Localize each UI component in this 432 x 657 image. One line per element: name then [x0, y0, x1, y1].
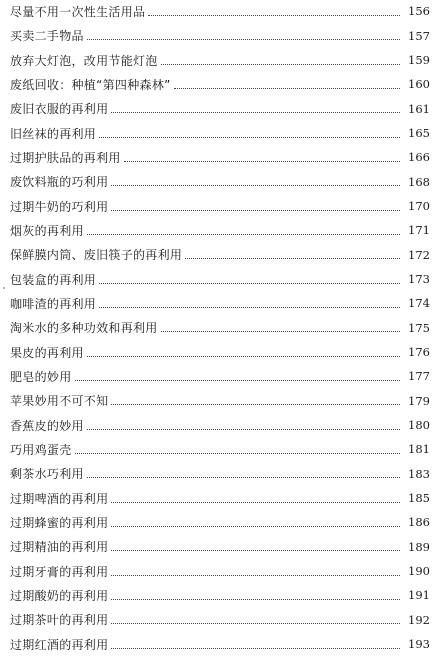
toc-entry	[10, 243, 430, 267]
dot-leader	[87, 428, 400, 430]
dot-leader	[111, 209, 400, 211]
dot-leader	[174, 87, 400, 89]
toc-entry-page: 175	[408, 320, 430, 335]
toc-entry-page: 157	[408, 28, 430, 43]
dot-leader	[161, 63, 400, 65]
toc-entry-page: 177	[408, 369, 430, 384]
toc-entry-title: 过期酸奶的再利用	[10, 590, 111, 602]
toc-entry-title: 废纸回收：种植“第四种森林”	[10, 79, 174, 91]
dot-leader	[111, 111, 400, 113]
dot-leader	[111, 574, 400, 576]
dot-leader	[99, 136, 400, 138]
toc-entry-page: 156	[408, 4, 430, 19]
dot-leader	[111, 622, 400, 624]
toc-entry-title: 包装盒的再利用	[10, 274, 99, 286]
toc-entry	[10, 219, 430, 243]
dot-leader	[111, 647, 400, 649]
dot-leader	[124, 160, 400, 162]
dot-leader	[111, 549, 400, 551]
toc-entry-title: 肥皂的妙用	[10, 371, 75, 383]
dot-leader	[87, 233, 400, 235]
toc-entry-page: 166	[408, 150, 430, 165]
toc-entry	[10, 292, 430, 316]
toc-entry	[10, 0, 430, 24]
toc-entry	[10, 584, 430, 608]
toc-entry-page: 189	[408, 539, 430, 554]
toc-entry	[10, 365, 430, 389]
toc-entry	[10, 73, 430, 97]
toc-entry-title: 过期护肤品的再利用	[10, 152, 124, 164]
table-of-contents	[10, 0, 430, 657]
toc-entry-title: 废饮料瓶的巧利用	[10, 176, 111, 188]
toc-entry-page: 186	[408, 515, 430, 530]
toc-entry-page: 161	[408, 101, 430, 116]
toc-entry-page: 165	[408, 126, 430, 141]
toc-entry	[10, 316, 430, 340]
toc-entry-page: 174	[408, 296, 430, 311]
toc-entry-title: 买卖二手物品	[10, 30, 87, 42]
toc-entry-title: 过期精油的再利用	[10, 541, 111, 553]
toc-entry	[10, 414, 430, 438]
dot-leader	[111, 525, 400, 527]
scan-speck	[3, 287, 5, 289]
toc-entry	[10, 633, 430, 657]
toc-entry-title: 巧用鸡蛋壳	[10, 444, 75, 456]
dot-leader	[87, 38, 400, 40]
toc-entry-title: 放弃大灯泡，改用节能灯泡	[10, 55, 161, 67]
toc-entry-title: 旧丝袜的再利用	[10, 128, 99, 140]
dot-leader	[75, 452, 400, 454]
toc-entry-title: 过期蜂蜜的再利用	[10, 517, 111, 529]
toc-entry-page: 181	[408, 442, 430, 457]
toc-entry	[10, 195, 430, 219]
dot-leader	[87, 355, 400, 357]
toc-entry	[10, 170, 430, 194]
toc-entry-page: 179	[408, 393, 430, 408]
toc-entry-title: 过期茶叶的再利用	[10, 614, 111, 626]
toc-entry-page: 191	[408, 588, 430, 603]
toc-entry-page: 170	[408, 199, 430, 214]
toc-entry	[10, 268, 430, 292]
dot-leader	[111, 501, 400, 503]
toc-entry-title: 废旧衣服的再利用	[10, 103, 111, 115]
toc-entry-page: 176	[408, 345, 430, 359]
toc-entry-title: 咖啡渣的再利用	[10, 298, 99, 310]
dot-leader	[99, 306, 400, 308]
toc-entry	[10, 535, 430, 559]
dot-leader	[99, 282, 400, 284]
toc-entry-page: 190	[408, 563, 430, 578]
toc-entry-title: 过期啤酒的再利用	[10, 493, 111, 505]
dot-leader	[111, 184, 400, 186]
toc-entry	[10, 608, 430, 632]
dot-leader	[111, 598, 400, 600]
toc-entry-title: 过期红酒的再利用	[10, 639, 111, 651]
toc-entry	[10, 97, 430, 121]
toc-entry-page: 173	[408, 272, 430, 287]
toc-entry	[10, 438, 430, 462]
toc-entry	[10, 487, 430, 511]
toc-entry	[10, 122, 430, 146]
toc-entry-page: 159	[408, 53, 430, 68]
toc-entry	[10, 341, 430, 365]
toc-entry	[10, 462, 430, 486]
toc-entry	[10, 146, 430, 170]
toc-entry	[10, 24, 430, 48]
toc-entry-page: 171	[408, 223, 430, 238]
toc-entry-page: 185	[408, 490, 430, 505]
toc-entry-page: 160	[408, 77, 430, 92]
dot-leader	[185, 257, 400, 259]
toc-entry-title: 剩茶水巧利用	[10, 468, 87, 480]
toc-entry-title: 淘米水的多种功效和再利用	[10, 322, 161, 334]
dot-leader	[87, 476, 400, 478]
toc-entry-title: 保鲜膜内筒、废旧筷子的再利用	[10, 249, 185, 261]
dot-leader	[75, 379, 400, 381]
dot-leader	[111, 403, 400, 405]
toc-entry-page: 180	[408, 417, 430, 432]
toc-entry-page: 168	[408, 174, 430, 189]
toc-entry-page: 193	[408, 636, 430, 651]
toc-entry-title: 苹果妙用不可不知	[10, 395, 111, 407]
toc-entry-page: 192	[408, 612, 430, 627]
toc-entry-title: 果皮的再利用	[10, 347, 87, 359]
toc-entry	[10, 389, 430, 413]
toc-entry	[10, 49, 430, 73]
toc-entry-title: 过期牛奶的巧利用	[10, 201, 111, 213]
dot-leader	[161, 330, 400, 332]
toc-entry-title: 过期牙膏的再利用	[10, 566, 111, 578]
toc-entry-page: 183	[408, 466, 430, 481]
toc-entry-page: 172	[408, 247, 430, 262]
toc-entry-title: 烟灰的再利用	[10, 225, 87, 237]
toc-entry-title: 香蕉皮的妙用	[10, 420, 87, 432]
toc-entry-title: 尽量不用一次性生活用品	[10, 6, 148, 18]
toc-entry	[10, 560, 430, 584]
dot-leader	[148, 14, 400, 16]
toc-entry	[10, 511, 430, 535]
